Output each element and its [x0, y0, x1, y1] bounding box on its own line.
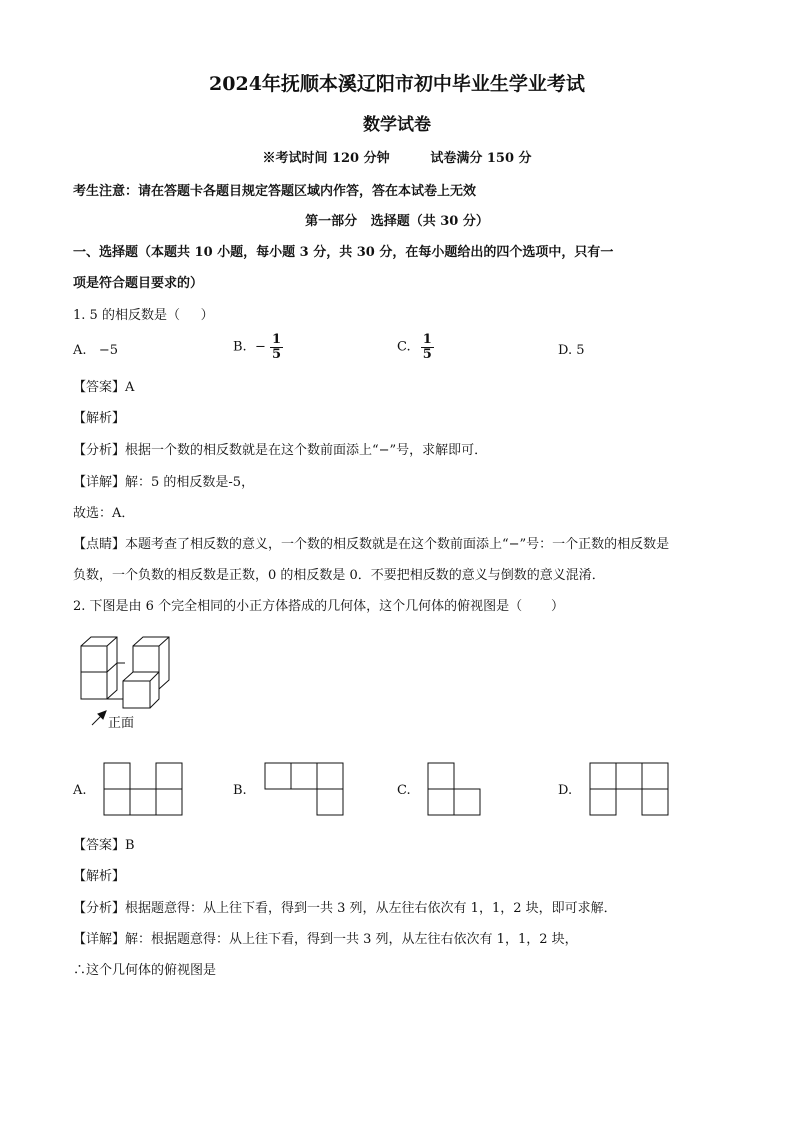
- q2-front-label: 正面: [108, 716, 135, 731]
- q1-xiangjie: 【详解】解：5 的相反数是-5，: [73, 475, 255, 490]
- q2-option-b-figure: [264, 762, 346, 817]
- section-heading-line1: 一、选择题（本题共 10 小题，每小题 3 分，共 30 分，在每小题给出的四个选项中，只有一: [73, 245, 614, 260]
- grid-cell: [104, 789, 130, 815]
- q1-option-c-denominator: 5: [422, 347, 432, 362]
- q1-option-d: D. 5: [558, 343, 585, 358]
- q2-therefore: ∴这个几何体的俯视图是: [73, 963, 217, 978]
- q1-fenxi: 【分析】根据一个数的相反数就是在这个数前面添上“−”号，求解即可．: [73, 443, 488, 458]
- cube-front-top: [123, 672, 159, 681]
- grid-cell: [590, 763, 616, 789]
- q1-option-a: A. −5: [73, 343, 119, 358]
- q2-answer: 【答案】B: [73, 838, 135, 853]
- cube-right-edge: [159, 637, 169, 646]
- q2-option-a-figure: [103, 762, 183, 817]
- q2-xiangjie: 【详解】解：根据题意得：从上往下看，得到一共 3 列，从左往右依次有 1，1，2 块，: [73, 932, 578, 947]
- q2-stem: 2. 下图是由 6 个完全相同的小正方体搭成的几何体，这个几何体的俯视图是（ ）: [73, 599, 564, 614]
- cube-front-face: [123, 681, 150, 708]
- grid-cell: [454, 789, 480, 815]
- grid-cell: [104, 763, 130, 789]
- cube-front-edge: [150, 672, 159, 681]
- q2-option-d-figure: [589, 762, 671, 817]
- q1-analysis-heading: 【解析】: [73, 411, 126, 426]
- q2-option-c-label: C.: [397, 783, 411, 798]
- grid-cell: [291, 763, 317, 789]
- q2-option-b-label: B.: [233, 783, 247, 798]
- section-heading-line2: 项是符合题目要求的）: [73, 276, 204, 291]
- q1-option-c-prefix: C.: [397, 339, 411, 355]
- grid-cell: [156, 763, 182, 789]
- grid-cell: [616, 763, 642, 789]
- grid-cell: [156, 789, 182, 815]
- q2-analysis-heading: 【解析】: [73, 869, 126, 884]
- cube-left-bottom-face: [81, 672, 107, 699]
- cube-left-top-face: [81, 646, 107, 672]
- grid-cell: [317, 789, 343, 815]
- q1-option-c-numerator: 1: [422, 332, 432, 347]
- cube-left-edge-mid: [107, 663, 117, 672]
- q1-option-c-fraction: [421, 333, 434, 362]
- q1-option-b-prefix: B. −: [233, 339, 266, 355]
- q2-option-c-figure: [427, 762, 483, 817]
- q1-option-b-numerator: 1: [271, 332, 282, 347]
- grid-cell: [642, 763, 668, 789]
- subject-title: 数学试卷: [363, 115, 431, 135]
- grid-cell: [317, 763, 343, 789]
- part-title: 第一部分 选择题（共 30 分）: [305, 214, 489, 229]
- q1-option-c: [397, 333, 434, 362]
- q1-option-b-fraction: [270, 333, 283, 362]
- exam-info: ※考试时间 120 分钟 试卷满分 150 分: [262, 151, 532, 166]
- grid-cell: [642, 789, 668, 815]
- q1-stem: 1. 5 的相反数是（ ）: [73, 308, 214, 323]
- q1-option-b: [233, 333, 283, 362]
- exam-notice: 考生注意：请在答题卡各题目规定答题区域内作答，答在本试卷上无效: [73, 184, 477, 199]
- q1-dianjing-line2: 负数，一个负数的相反数是正数，0 的相反数是 0．不要把相反数的意义与倒数的意义混淆．: [73, 568, 605, 583]
- grid-cell: [265, 763, 291, 789]
- grid-cell: [428, 763, 454, 789]
- grid-cell: [428, 789, 454, 815]
- q1-option-b-denominator: 5: [271, 347, 282, 362]
- exam-title: 2024年抚顺本溪辽阳市初中毕业生学业考试: [209, 73, 585, 95]
- q2-fenxi: 【分析】根据题意得：从上往下看，得到一共 3 列，从左往右依次有 1，1，2 块，即可求解．: [73, 901, 617, 916]
- grid-cell: [130, 789, 156, 815]
- cube-left-edge: [107, 637, 117, 646]
- q2-option-a-label: A.: [73, 783, 87, 798]
- q2-option-d-label: D.: [558, 783, 573, 798]
- grid-cell: [590, 789, 616, 815]
- q1-dianjing-line1: 【点睛】本题考查了相反数的意义，一个数的相反数就是在这个数前面添上“−”号：一个正数的相反数是: [73, 537, 670, 552]
- cube-right-top-face: [133, 646, 159, 672]
- cube-front-side: [150, 689, 159, 708]
- q1-answer: 【答案】A: [73, 380, 135, 395]
- q1-choose: 故选：A．: [73, 506, 135, 521]
